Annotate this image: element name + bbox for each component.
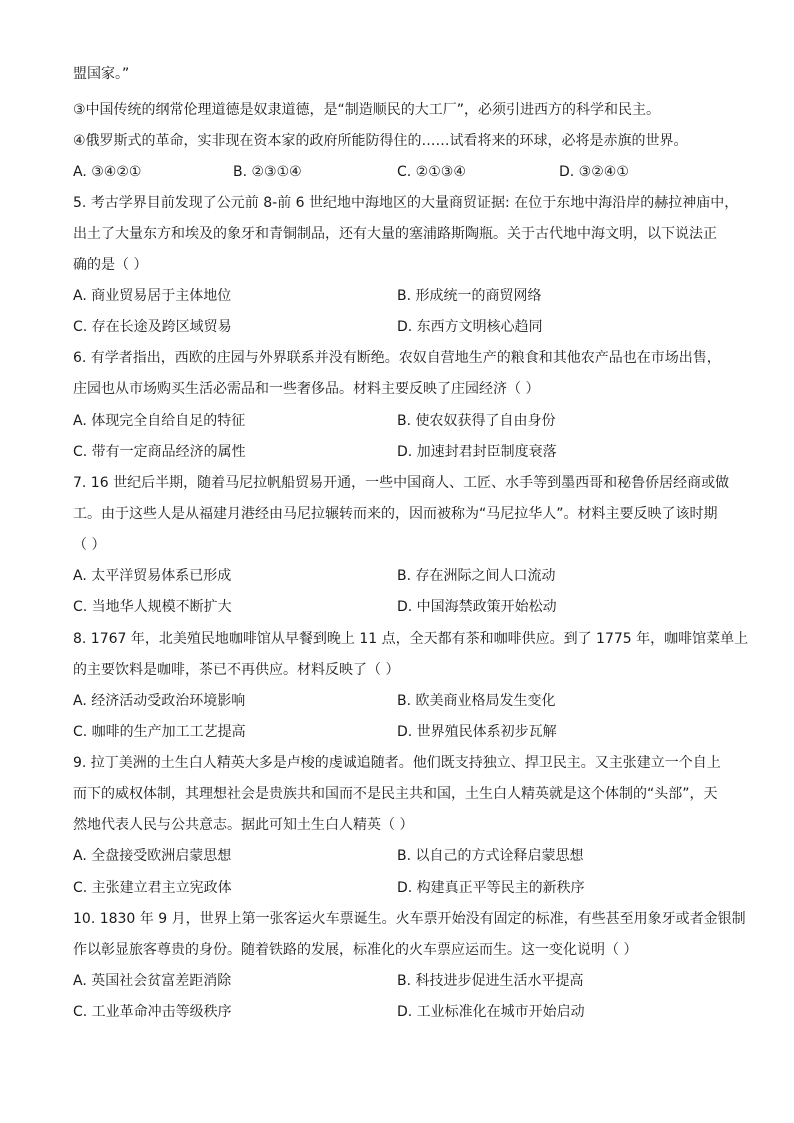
q8-option-d[interactable]: D. 世界殖民体系初步瓦解: [397, 724, 557, 740]
q10-option-a[interactable]: A. 英国社会贫富差距消除: [73, 973, 232, 989]
q5-option-b[interactable]: B. 形成统一的商贸网络: [397, 288, 542, 304]
q6-option-d[interactable]: D. 加速封君封臣制度衰落: [397, 444, 557, 460]
q6-stem: 6. 有学者指出，西欧的庄园与外界联系并没有断绝。农奴自营地生产的粮食和其他农产品也在市场出售，: [73, 350, 721, 366]
q4-option-c[interactable]: C. ②①③④: [397, 164, 466, 180]
q8-option-a[interactable]: A. 经济活动受政治环境影响: [73, 693, 246, 709]
q5-stem: 确的是（ ）: [73, 257, 148, 273]
continuation-line: ④俄罗斯式的革命，实非现在资本家的政府所能防得住的……试看将来的环球，必将是赤旗的世界。: [73, 133, 688, 149]
q9-option-a[interactable]: A. 全盘接受欧洲启蒙思想: [73, 848, 232, 864]
q9-option-d[interactable]: D. 构建真正平等民主的新秩序: [397, 880, 585, 896]
q8-option-b[interactable]: B. 欧美商业格局发生变化: [397, 693, 556, 709]
q7-option-c[interactable]: C. 当地华人规模不断扩大: [73, 599, 232, 615]
q6-option-a[interactable]: A. 体现完全自给自足的特征: [73, 413, 246, 429]
q5-stem: 5. 考古学界目前发现了公元前 8-前 6 世纪地中海地区的大量商贸证据: 在位于东地中海沿岸的赫拉神庙中，: [73, 195, 739, 211]
q9-stem: 9. 拉丁美洲的土生白人精英大多是卢梭的虔诚追随者。他们既支持独立、捍卫民主。又主张建立一个自上: [73, 755, 721, 771]
q5-option-c[interactable]: C. 存在长途及跨区域贸易: [73, 319, 232, 335]
q7-option-a[interactable]: A. 太平洋贸易体系已形成: [73, 568, 232, 584]
q9-option-b[interactable]: B. 以自己的方式诠释启蒙思想: [397, 848, 584, 864]
q10-option-c[interactable]: C. 工业革命冲击等级秩序: [73, 1004, 232, 1020]
q10-option-b[interactable]: B. 科技进步促进生活水平提高: [397, 973, 584, 989]
q7-option-b[interactable]: B. 存在洲际之间人口流动: [397, 568, 556, 584]
continuation-line: 盟国家。”: [73, 66, 130, 82]
q7-stem: 7. 16 世纪后半期，随着马尼拉帆船贸易开通，一些中国商人、工匠、水手等到墨西哥和秘鲁侨居经商或做: [73, 475, 730, 491]
q9-stem: 而下的威权体制，其理想社会是贵族共和国而不是民主共和国，土生白人精英就是这个体制的“头部”，天: [73, 786, 718, 802]
q8-stem: 的主要饮料是咖啡，茶已不再供应。材料反映了（ ）: [73, 662, 400, 678]
q5-option-a[interactable]: A. 商业贸易居于主体地位: [73, 288, 232, 304]
q6-stem: 庄园也从市场购买生活必需品和一些奢侈品。材料主要反映了庄园经济（ ）: [73, 381, 540, 397]
continuation-line: ③中国传统的纲常伦理道德是奴隶道德，是“制造顺民的大工厂”，必须引进西方的科学和民主。: [73, 102, 661, 118]
q4-option-b[interactable]: B. ②③①④: [233, 164, 302, 180]
q10-stem: 作以彰显旅客尊贵的身份。随着铁路的发展，标准化的火车票应运而生。这一变化说明（ ）: [73, 942, 638, 958]
q10-stem: 10. 1830 年 9 月，世界上第一张客运火车票诞生。火车票开始没有固定的标准，有些甚至用象牙或者金银制: [73, 911, 746, 927]
q9-option-c[interactable]: C. 主张建立君主立宪政体: [73, 880, 232, 896]
q4-option-d[interactable]: D. ③②④①: [559, 164, 629, 180]
q9-stem: 然地代表人民与公共意志。据此可知土生白人精英（ ）: [73, 817, 414, 833]
q5-option-d[interactable]: D. 东西方文明核心趋同: [397, 319, 543, 335]
q5-stem: 出土了大量东方和埃及的象牙和青铜制品，还有大量的塞浦路斯陶瓶。关于古代地中海文明，以下说法正: [73, 226, 717, 242]
q6-option-c[interactable]: C. 带有一定商品经济的属性: [73, 444, 246, 460]
q10-option-d[interactable]: D. 工业标准化在城市开始启动: [397, 1004, 585, 1020]
q4-option-a[interactable]: A. ③④②①: [73, 164, 142, 180]
q7-option-d[interactable]: D. 中国海禁政策开始松动: [397, 599, 557, 615]
q8-stem: 8. 1767 年，北美殖民地咖啡馆从早餐到晚上 11 点，全天都有茶和咖啡供应。到了 1775 年，咖啡馆菜单上: [73, 631, 749, 647]
q6-option-b[interactable]: B. 使农奴获得了自由身份: [397, 413, 556, 429]
q7-stem: 工。由于这些人是从福建月港经由马尼拉辗转而来的，因而被称为“马尼拉华人”。材料主要反映了该时期: [73, 506, 718, 522]
q7-stem: （ ）: [73, 537, 106, 553]
q8-option-c[interactable]: C. 咖啡的生产加工工艺提高: [73, 724, 246, 740]
